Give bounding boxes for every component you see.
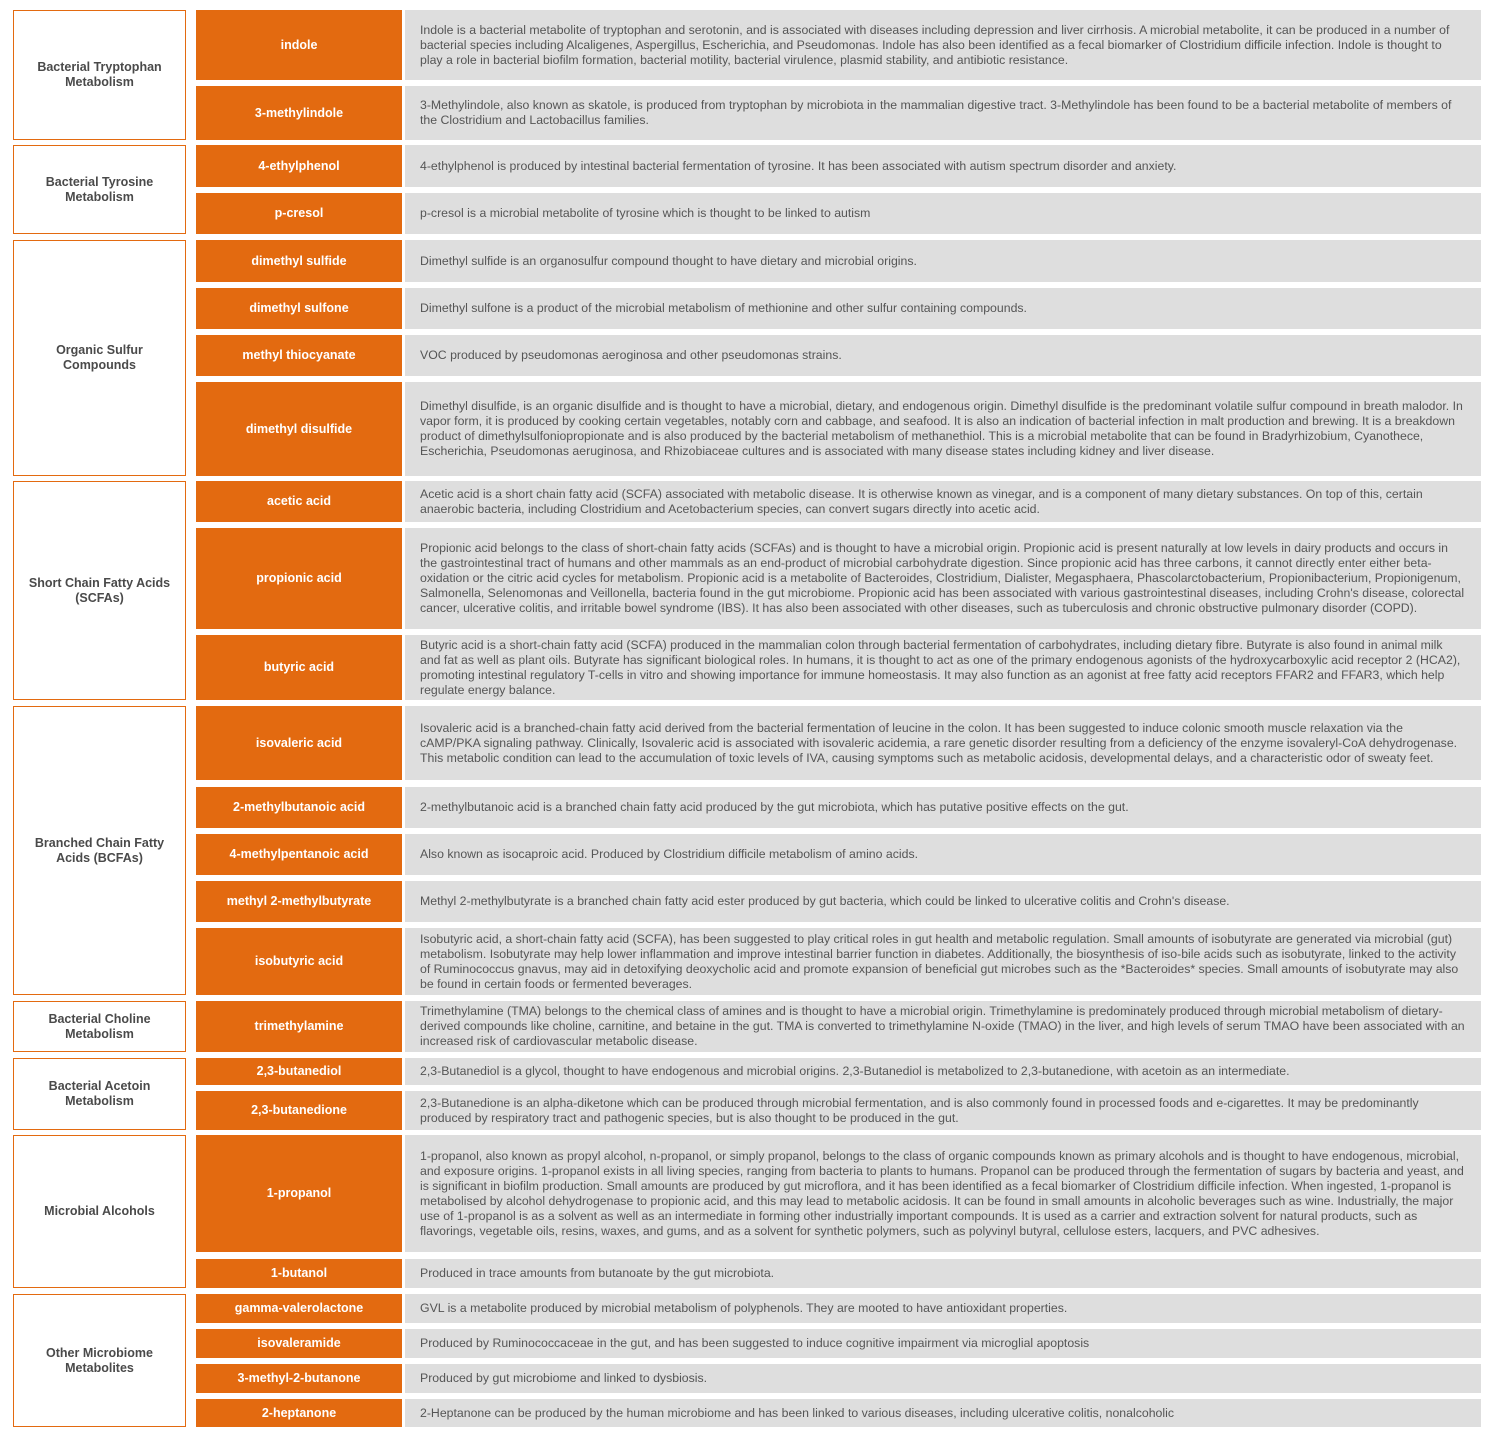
metabolite-name: 2-heptanone — [196, 1399, 402, 1427]
group-short-chain-fatty-acids — [13, 481, 186, 700]
metabolite-description: 2,3-Butanedione is an alpha-diketone which can be produced through microbial fermentation, and is also commonly found in processed foods and e-cigarettes. It may be predominantly produced by respiratory tract and pathogenic species, but is also thought to be produced in the gut. — [405, 1091, 1481, 1130]
metabolite-description: Methyl 2-methylbutyrate is a branched chain fatty acid ester produced by gut bacteria, which could be linked to ulcerative colitis and Crohn's disease. — [405, 881, 1481, 922]
group-label: Bacterial Tryptophan Metabolism — [37, 60, 162, 89]
metabolite-description: Produced by Ruminococcaceae in the gut, and has been suggested to induce cognitive impairment via microglial apoptosis — [405, 1329, 1481, 1358]
metabolite-name: 4-ethylphenol — [196, 145, 402, 187]
metabolite-name: trimethylamine — [196, 1001, 402, 1052]
group-label: Other Microbiome Metabolites — [46, 1345, 153, 1375]
group-label: Bacterial Tyrosine Metabolism — [45, 174, 154, 204]
metabolite-name: 2,3-butanediol — [196, 1058, 402, 1085]
metabolite-description: 1-propanol, also known as propyl alcohol, n-propanol, or simply propanol, belongs to the class of organic compounds known as primary alcohols and is thought to have endogenous, microbial, and exposure origins. 1-propanol exists in all living species, ranging from bacteria to plants to humans. Propanol can be produced through the fermentation of sugars by bacteria and yeast, and is significant in biofilm production. Small amounts are produced by gut microflora, and it has been identified as a fecal biomarker of Clostridium difficile infection. When ingested, 1-propanol is metabolised by alcohol dehydrogenase to propionic acid, and this may lead to metabolic acidosis. It can be found in small amounts in alcoholic beverages such as wine. Industrially, the major use of 1-propanol is as a solvent as well as an intermediate in forming other industrially important compounds. It is used as a carrier and extraction solvent for natural products, such as flavorings, vegetable oils, resins, waxes, and gums, and as a solvent for synthetic polymers, such as polyvinyl butyral, cellulose esters, lacquers, and PVC adhesives. — [405, 1135, 1481, 1252]
metabolite-description: 4-ethylphenol is produced by intestinal bacterial fermentation of tyrosine. It has been associated with autism spectrum disorder and anxiety. — [405, 145, 1481, 187]
group-bacterial-choline-metabolism — [13, 1001, 186, 1052]
group-organic-sulfur-compounds — [13, 240, 186, 476]
metabolite-description: Acetic acid is a short chain fatty acid (SCFA) associated with metabolic disease. It is otherwise known as vinegar, and is a component of many dietary substances. On top of this, certain anaerobic bacteria, including Clostridium and Acetobacterium species, can convert sugars directly into acetic acid. — [405, 481, 1481, 522]
metabolite-name: acetic acid — [196, 481, 402, 522]
metabolite-description: 3-Methylindole, also known as skatole, is produced from tryptophan by microbiota in the mammalian digestive tract. 3-Methylindole has been found to be a bacterial metabolite of members of the Clostridium and Lactobacillus families. — [405, 86, 1481, 140]
metabolite-name: methyl thiocyanate — [196, 335, 402, 376]
metabolite-description: Isobutyric acid, a short-chain fatty acid (SCFA), has been suggested to play critical roles in gut health and metabolic regulation. Small amounts of isobutyrate are generated via microbial (gut) metabolism. Isobutyrate may help lower inflammation and improve intestinal barrier function in diabetes. Additionally, the biosynthesis of iso-bile acids such as isobutyrate, linked to the activity of Ruminococcus gnavus, may aid in detoxifying deoxycholic acid and promote expansion of beneficial gut microbes such as the *Bacteroides* species. Small amounts of isobutyrate may also be found in certain foods or fermented beverages. — [405, 928, 1481, 995]
group-label: Short Chain Fatty Acids (SCFAs) — [28, 575, 171, 605]
metabolite-description: Dimethyl sulfide is an organosulfur compound thought to have dietary and microbial origins. — [405, 240, 1481, 282]
metabolite-description: Trimethylamine (TMA) belongs to the chemical class of amines and is thought to have a microbial origin. Trimethylamine is predominately produced through microbial metabolism of dietary-derived compounds like choline, carnitine, and betaine in the gut. TMA is converted to trimethylamine N-oxide (TMAO) in the liver, and high levels of serum TMAO have been associated with an increased risk of cardiovascular metabolic disease. — [405, 1001, 1481, 1052]
metabolite-name: dimethyl disulfide — [196, 382, 402, 476]
metabolite-description: Dimethyl disulfide, is an organic disulfide and is thought to have a microbial, dietary, and endogenous origin. Dimethyl disulfide is the predominant volatile sulfur compound in breath malodor. In vapor form, it is produced by cooking certain vegetables, notably corn and cabbage, and seafood. It is also an indication of bacterial infection in malt production and brewing. It is a breakdown product of dimethylsulfoniopropionate and is also produced by the bacterial metabolism of methanethiol. This is a microbial metabolite that can be found in Bradyrhizobium, Cyanothece, Escherichia, Pseudomonas aeruginosa, and Rhizobiaceae cultures and is associated with many disease states including kidney and liver disease. — [405, 382, 1481, 476]
group-label: Branched Chain Fatty Acids (BCFAs) — [34, 835, 165, 865]
metabolite-description: Propionic acid belongs to the class of short-chain fatty acids (SCFAs) and is thought to have a microbial origin. Propionic acid is present naturally at low levels in dairy products and occurs in the gastrointestinal tract of humans and other mammals as an end-product of microbial carbohydrate digestion. Since propionic acid has three carbons, it cannot directly enter either beta-oxidation or the citric acid cycles for metabolism. Propionic acid is a metabolite of Bacteroides, Clostridium, Dialister, Megasphaera, Phascolarctobacterium, Propionibacterium, Propionigenum, Salmonella, Selenomonas and Veillonella, bacteria found in the gut microbiome. Propionic acid has been associated with various gastrointestinal diseases, including Crohn's disease, colorectal cancer, ulcerative colitis, and irritable bowel syndrome (IBS). It has also been associated with other diseases, such as tuberculosis and chronic obstructive pulmonary disorder (COPD). — [405, 528, 1481, 629]
group-label: Microbial Alcohols — [44, 1204, 155, 1218]
metabolite-description: p-cresol is a microbial metabolite of tyrosine which is thought to be linked to autism — [405, 193, 1481, 234]
metabolite-name: butyric acid — [196, 635, 402, 700]
metabolite-name: 3-methylindole — [196, 86, 402, 140]
metabolite-description: Dimethyl sulfone is a product of the microbial metabolism of methionine and other sulfur containing compounds. — [405, 288, 1481, 329]
metabolite-description: Produced by gut microbiome and linked to dysbiosis. — [405, 1364, 1481, 1393]
metabolite-description: Indole is a bacterial metabolite of tryptophan and serotonin, and is associated with diseases including depression and liver cirrhosis. A microbial metabolite, it can be produced in a number of bacterial species including Alcaligenes, Aspergillus, Escherichia, and Pseudomonas. Indole has also been identified as a fecal biomarker of Clostridium difficile infection. Indole is thought to play a role in bacterial biofilm formation, bacterial motility, bacterial virulence, plasmid stability, and antibiotic resistance. — [405, 10, 1481, 80]
group-label: Organic Sulfur Compounds — [56, 343, 143, 372]
metabolite-name: propionic acid — [196, 528, 402, 629]
metabolite-name: gamma-valerolactone — [196, 1294, 402, 1323]
metabolite-name: 1-butanol — [196, 1259, 402, 1288]
metabolite-name: 2-methylbutanoic acid — [196, 787, 402, 828]
group-label: Bacterial Choline Metabolism — [48, 1011, 151, 1041]
metabolite-description: Produced in trace amounts from butanoate by the gut microbiota. — [405, 1259, 1481, 1288]
group-bacterial-tyrosine-metabolism — [13, 145, 186, 234]
metabolite-name: methyl 2-methylbutyrate — [196, 881, 402, 922]
group-bacterial-tryptophan-metabolism — [13, 10, 186, 140]
metabolite-name: isobutyric acid — [196, 928, 402, 995]
metabolite-name: p-cresol — [196, 193, 402, 234]
metabolite-description: 2,3-Butanediol is a glycol, thought to have endogenous and microbial origins. 2,3-Butanediol is metabolized to 2,3-butanedione, with acetoin as an intermediate. — [405, 1058, 1481, 1085]
metabolite-description: 2-methylbutanoic acid is a branched chain fatty acid produced by the gut microbiota, which has putative positive effects on the gut. — [405, 787, 1481, 828]
metabolite-name: 4-methylpentanoic acid — [196, 834, 402, 875]
group-bacterial-acetoin-metabolism — [13, 1058, 186, 1130]
group-label: Bacterial Acetoin Metabolism — [48, 1079, 151, 1108]
metabolite-description: VOC produced by pseudomonas aeroginosa and other pseudomonas strains. — [405, 335, 1481, 376]
metabolite-name: 3-methyl-2-butanone — [196, 1364, 402, 1393]
metabolite-name: 2,3-butanedione — [196, 1091, 402, 1130]
metabolite-name: isovaleric acid — [196, 706, 402, 780]
metabolite-name: isovaleramide — [196, 1329, 402, 1358]
metabolite-description: 2-Heptanone can be produced by the human microbiome and has been linked to various diseases, including ulcerative colitis, nonalcoholic — [405, 1399, 1481, 1427]
group-microbial-alcohols — [13, 1135, 186, 1288]
metabolite-name: dimethyl sulfone — [196, 288, 402, 329]
metabolite-name: 1-propanol — [196, 1135, 402, 1252]
metabolite-description: Butyric acid is a short-chain fatty acid (SCFA) produced in the mammalian colon through bacterial fermentation of carbohydrates, including dietary fibre. Butyrate is also found in animal milk and fat as well as plant oils. Butyrate has significant biological roles. In humans, it is thought to act as one of the primary endogenous agonists of the hydroxycarboxylic acid receptor 2 (HCA2), promoting intestinal regulatory T-cells in vitro and showing importance for immune homeostasis. It may also function as an agonist at free fatty acid receptors FFAR2 and FFAR3, which help regulate energy balance. — [405, 635, 1481, 700]
metabolite-name: indole — [196, 10, 402, 80]
metabolite-description: Isovaleric acid is a branched-chain fatty acid derived from the bacterial fermentation of leucine in the colon. It has been suggested to induce colonic smooth muscle relaxation via the cAMP/PKA signaling pathway. Clinically, Isovaleric acid is associated with isovaleric acidemia, a rare genetic disorder resulting from a deficiency of the enzyme isovaleryl-CoA dehydrogenase. This metabolic condition can lead to the accumulation of toxic levels of IVA, causing symptoms such as metabolic acidosis, developmental delays, and a characteristic odor of sweaty feet. — [405, 706, 1481, 780]
metabolite-description: Also known as isocaproic acid. Produced by Clostridium difficile metabolism of amino acids. — [405, 834, 1481, 875]
metabolite-description: GVL is a metabolite produced by microbial metabolism of polyphenols. They are mooted to have antioxidant properties. — [405, 1294, 1481, 1323]
group-branched-chain-fatty-acids — [13, 706, 186, 995]
group-other-microbiome-metabolites — [13, 1294, 186, 1427]
metabolite-name: dimethyl sulfide — [196, 240, 402, 282]
